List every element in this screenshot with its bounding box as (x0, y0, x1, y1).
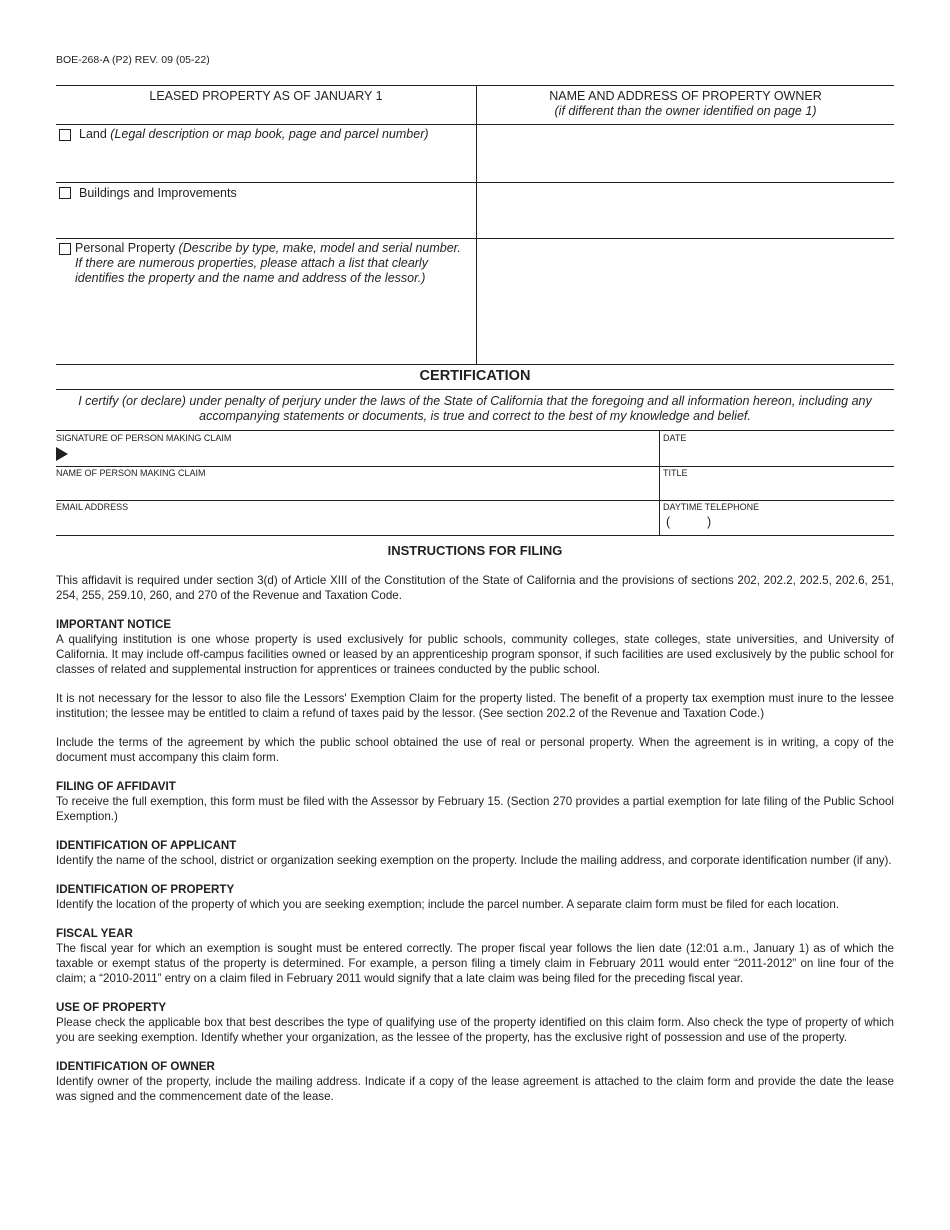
buildings-label: Buildings and Improvements (79, 186, 237, 200)
instructions-title: INSTRUCTIONS FOR FILING (387, 543, 563, 558)
important-notice-heading: IMPORTANT NOTICE (56, 618, 172, 631)
signature-divider (56, 466, 894, 467)
name-field[interactable] (56, 478, 656, 499)
date-label: DATE (663, 433, 687, 443)
section-body: Identify the location of the property of which you are seeking exemption; include the parcel number. A separate claim form must be filed for each location. (56, 898, 840, 911)
section-body: Please check the applicable box that best describes the type of qualifying use of the property identified on this claim form. Also check the type of property of which you are seeking exemption. Identify whether your organization, as the lessee of the property, has the exclusive right of possession and use of the property. (56, 1016, 894, 1044)
form-id: BOE-268-A (P2) REV. 09 (05-22) (56, 54, 210, 66)
land-label-note: (Legal description or map book, page and parcel number) (110, 127, 429, 141)
signature-field[interactable] (72, 443, 652, 465)
section-body: To receive the full exemption, this form must be filed with the Assessor by February 15. (Section 270 provides a partial exemption for late filing of the Public School Exemption.) (56, 795, 894, 823)
phone-area-open: ( (666, 515, 671, 529)
signature-block (56, 430, 894, 536)
section-heading: USE OF PROPERTY (56, 1001, 167, 1014)
leased-property-header: LEASED PROPERTY AS OF JANUARY 1 (149, 89, 383, 103)
signature-label: SIGNATURE OF PERSON MAKING CLAIM (56, 433, 232, 443)
section-body: Identify owner of the property, include the mailing address. Indicate if a copy of the lease agreement is attached to the claim form and provide the date the lease was signed and the commencement date of the lease. (56, 1075, 894, 1103)
land-owner-field[interactable] (477, 125, 894, 182)
land-checkbox[interactable] (59, 129, 71, 141)
instruction-section (56, 882, 894, 912)
phone-field[interactable] (676, 512, 890, 533)
leased-property-table (56, 85, 894, 365)
personal-property-label (75, 241, 469, 286)
land-label-text: Land (79, 127, 111, 141)
buildings-owner-field[interactable] (477, 183, 894, 238)
name-label: NAME OF PERSON MAKING CLAIM (56, 468, 206, 478)
instruction-section (56, 1059, 894, 1104)
owner-header-title: NAME AND ADDRESS OF PROPERTY OWNER (549, 89, 822, 103)
certification-title: CERTIFICATION (419, 368, 531, 384)
date-field[interactable] (663, 443, 891, 465)
section-heading: IDENTIFICATION OF PROPERTY (56, 883, 235, 896)
signature-divider (659, 431, 660, 535)
instruction-section (56, 926, 894, 986)
important-notice-paragraph: Include the terms of the agreement by which the public school obtained the use of real or personal property. When the agreement is in writing, a copy of the document must accompany this claim form. (56, 736, 894, 764)
phone-area-close: ) (707, 515, 712, 529)
personal-property-label-note: (Describe by type, make, model and serial number. If there are numerous properties, please attach a list that clearly identifies the property and the name and address of the lessor.) (75, 241, 461, 285)
title-label: TITLE (663, 468, 688, 478)
sign-here-arrow-icon (56, 447, 68, 461)
personal-property-owner-field[interactable] (477, 239, 894, 364)
buildings-checkbox[interactable] (59, 187, 71, 199)
signature-divider (56, 500, 894, 501)
land-label (79, 127, 469, 142)
instruction-section (56, 1000, 894, 1045)
section-body: The fiscal year for which an exemption is sought must be entered correctly. The proper fiscal year follows the lien date (12:01 a.m., January 1) as of which the taxable or exempt status of the property is determined. For example, a person filing a timely claim in February 2011 would enter “2011-2012” on line four of the claim; a “2010-2011” entry on a claim filed in February 2011 would signify that a late claim was being filed for the preceding fiscal year. (56, 942, 894, 985)
important-notice-paragraph: It is not necessary for the lessor to also file the Lessors' Exemption Claim for the property listed. The benefit of a property tax exemption must inure to the lessee institution; the lessee may be entitled to claim a refund of taxes paid by the lessor. (See section 202.2 of the Revenue and Taxation Code.) (56, 692, 894, 720)
certification-statement: I certify (or declare) under penalty of perjury under the laws of the State of California that the foregoing and all information hereon, including any accompanying statements or documents, is true and correct to the best of my knowledge and belief. (78, 394, 872, 423)
personal-property-label-text: Personal Property (75, 241, 179, 255)
certification-rule (56, 389, 894, 390)
email-label: EMAIL ADDRESS (56, 502, 129, 512)
instruction-section (56, 779, 894, 824)
instructions-body (56, 573, 894, 1118)
section-heading: IDENTIFICATION OF OWNER (56, 1060, 215, 1073)
title-field[interactable] (663, 478, 891, 499)
instructions-intro: This affidavit is required under section 3(d) of Article XIII of the Constitution of the State of California and the provisions of sections 202, 202.2, 202.5, 202.6, 251, 254, 255, 259.10, 260, and 270 of the Revenue and Taxation Code. (56, 574, 894, 602)
personal-property-checkbox[interactable] (59, 243, 71, 255)
email-field[interactable] (56, 512, 656, 533)
owner-header (477, 89, 894, 119)
section-heading: FISCAL YEAR (56, 927, 133, 940)
section-heading: FILING OF AFFIDAVIT (56, 780, 176, 793)
important-notice-paragraph: A qualifying institution is one whose property is used exclusively for public schools, community colleges, state colleges, state universities, and University of California. It may include off-campus facilities owned or leased by an apprenticeship program sponsor, if such facilities are used exclusively by the public school for classes of related and supplemental instruction for apprentices or trainees conducted by the public school. (56, 633, 894, 676)
section-body: Identify the name of the school, district or organization seeking exemption on the property. Include the mailing address, and corporate identification number (if any). (56, 854, 892, 867)
owner-header-note: (if different than the owner identified on page 1) (554, 104, 817, 118)
phone-label: DAYTIME TELEPHONE (663, 502, 760, 512)
instruction-section (56, 838, 894, 868)
section-heading: IDENTIFICATION OF APPLICANT (56, 839, 237, 852)
